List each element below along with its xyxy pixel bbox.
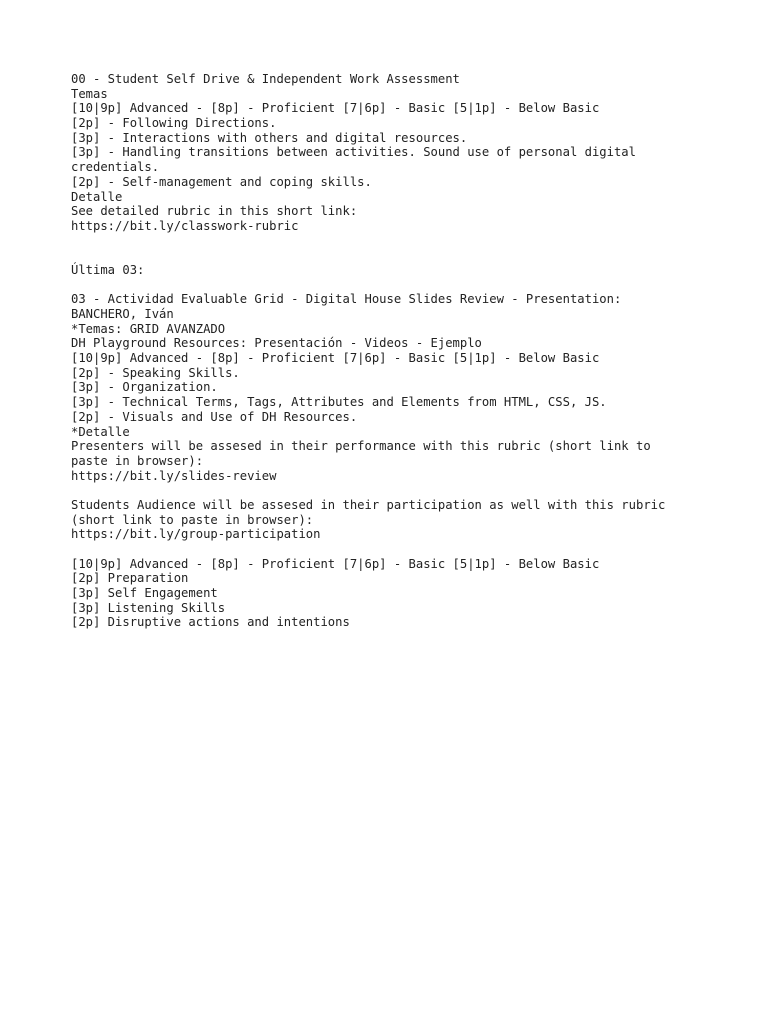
audience-criterion: [3p] Self Engagement — [71, 586, 218, 601]
spacer — [71, 278, 711, 293]
section2-title-line1: 03 - Actividad Evaluable Grid - Digital House Slides Review - Presentation: — [71, 292, 622, 307]
audience-scale: [10|9p] Advanced - [8p] - Proficient [7|6p] - Basic [5|1p] - Below Basic — [71, 556, 600, 571]
spacer — [71, 483, 711, 498]
section1-detalle-label: Detalle — [71, 189, 123, 204]
audience-criterion: [3p] Listening Skills — [71, 600, 226, 615]
spacer — [71, 542, 711, 557]
section1-scale: [10|9p] Advanced - [8p] - Proficient [7|6p] - Basic [5|1p] - Below Basic — [71, 101, 600, 116]
section2-scale: [10|9p] Advanced - [8p] - Proficient [7|6p] - Basic [5|1p] - Below Basic — [71, 351, 600, 366]
section1-title: 00 - Student Self Drive & Independent Work Assessment — [71, 72, 460, 86]
section2-temas-line: *Temas: GRID AVANZADO — [71, 321, 226, 336]
audience-link[interactable]: https://bit.ly/group-participation — [71, 527, 321, 542]
section2-criterion: [2p] - Speaking Skills. — [71, 365, 240, 380]
presenters-text-line1: Presenters will be assesed in their performance with this rubric (short link to — [71, 439, 651, 454]
section2-criterion: [2p] - Visuals and Use of DH Resources. — [71, 409, 358, 424]
section2-title-line2: BANCHERO, Iván — [71, 307, 174, 322]
audience-text-line2: (short link to paste in browser): — [71, 512, 314, 527]
document-page — [71, 72, 711, 630]
presenters-text-line2: paste in browser): — [71, 453, 204, 468]
audience-criterion: [2p] Disruptive actions and intentions — [71, 615, 350, 630]
spacer — [71, 234, 711, 263]
section1-criterion: [2p] - Self-management and coping skills. — [71, 174, 372, 189]
presenters-link[interactable]: https://bit.ly/slides-review — [71, 468, 277, 483]
audience-text-line1: Students Audience will be assesed in their participation as well with this rubric — [71, 497, 666, 512]
section2-resources-line: DH Playground Resources: Presentación - Videos - Ejemplo — [71, 336, 482, 351]
ultima-heading: Última 03: — [71, 262, 145, 277]
section1-criterion: [3p] - Handling transitions between activities. Sound use of personal digital — [71, 145, 636, 160]
section1-detail-text: See detailed rubric in this short link: — [71, 204, 358, 219]
section1-criterion: credentials. — [71, 160, 160, 175]
section2-criterion: [3p] - Organization. — [71, 380, 218, 395]
section1-temas-label: Temas — [71, 86, 108, 101]
section2-criterion: [3p] - Technical Terms, Tags, Attributes and Elements from HTML, CSS, JS. — [71, 395, 607, 410]
section1-criterion: [3p] - Interactions with others and digital resources. — [71, 130, 468, 145]
audience-criterion: [2p] Preparation — [71, 571, 189, 586]
section2-detalle-label: *Detalle — [71, 424, 130, 439]
section1-link[interactable]: https://bit.ly/classwork-rubric — [71, 218, 299, 233]
section1-criterion: [2p] - Following Directions. — [71, 116, 277, 131]
